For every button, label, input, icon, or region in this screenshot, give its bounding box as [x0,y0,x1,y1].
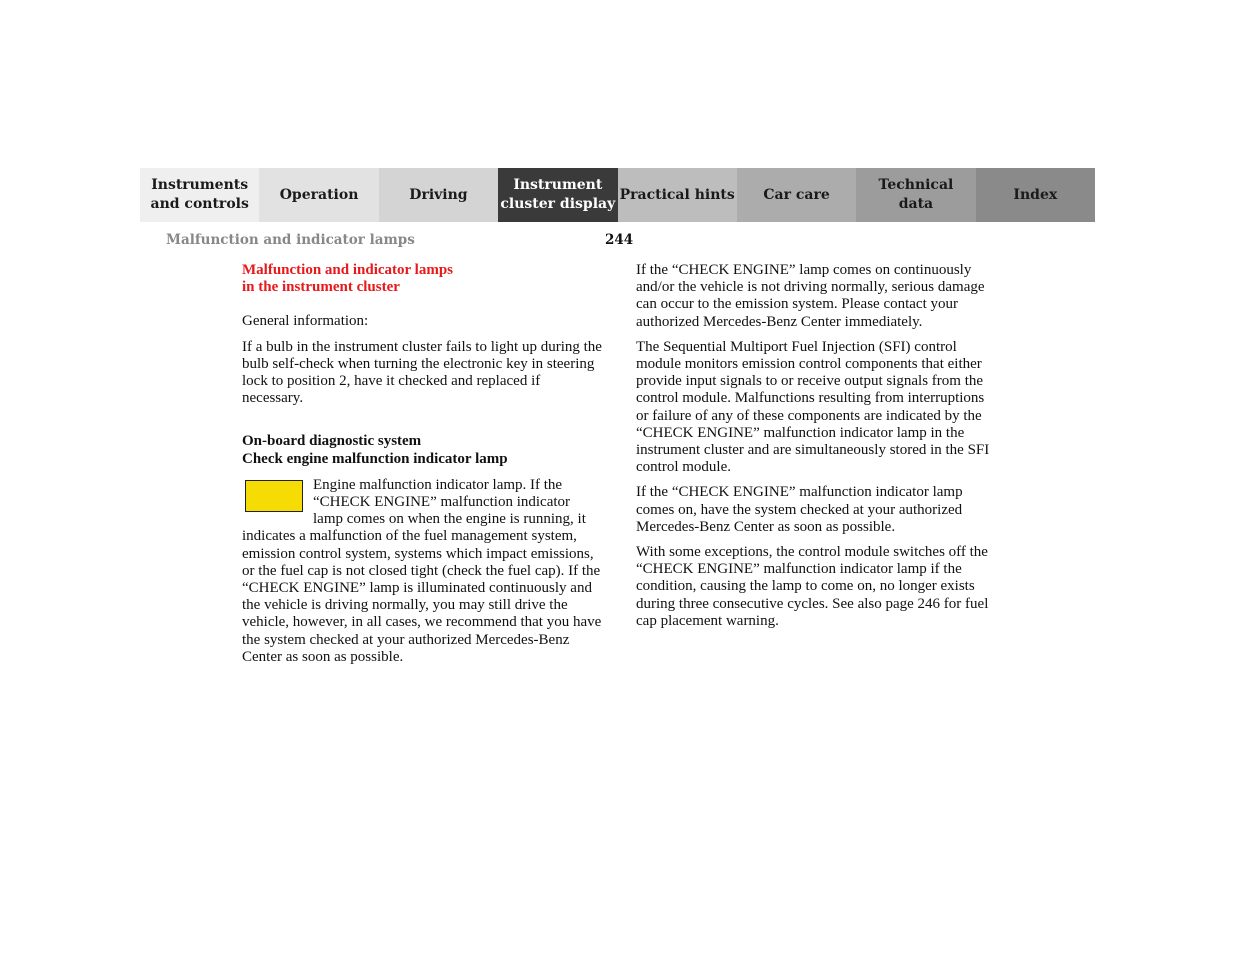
paragraph-have-checked: If the “CHECK ENGINE” malfunction indicator lamp comes on, have the system checked at your authorized Mercedes-Benz Center as soon as possible. [636,484,963,535]
obd-heading: On-board diagnostic system Check engine malfunction indicator lamp [242,433,508,467]
tab-operation[interactable]: Operation [259,168,378,222]
chapter-tabs [140,168,1095,222]
tab-practical-hints[interactable]: Practical hints [618,168,737,222]
bulb-check-paragraph: If a bulb in the instrument cluster fails to light up during the bulb self-check when turning the electronic key in steering lock to position 2, have it checked and replaced if necessary. [242,338,602,407]
tab-car-care[interactable]: Car care [737,168,856,222]
page-number: 244 [605,232,634,248]
lamp-block [242,477,602,666]
paragraph-exceptions: With some exceptions, the control module switches off the “CHECK ENGINE” malfunction indicator lamp if the condition, causing the lamp to come on, no longer exists during three consecutive cycles. See also page 246 for fuel cap placement warning. [636,544,989,629]
paragraph-continuous-lamp: If the “CHECK ENGINE” lamp comes on continuously and/or the vehicle is not driving normally, serious damage can occur to the emission system. Please contact your authorized Mercedes-Benz Center immediately. [636,262,985,330]
lamp-description: Engine malfunction indicator lamp. If the “CHECK ENGINE” malfunction indicator lamp comes on when the engine is running, it indicates a malfunction of the fuel management system, emission control system, systems which impact emissions, or the fuel cap is not closed tight (check the fuel cap). If the “CHECK ENGINE” lamp is illuminated continuously and the vehicle is driving normally, you may still drive the vehicle, however, in all cases, we recommend that you have the system checked at your authorized Mercedes-Benz Center as soon as possible. [242,476,602,665]
paragraph-sfi-module: The Sequential Multiport Fuel Injection (SFI) control module monitors emission control components that either provide input signals to or receive output signals from the control module. Malfunctions resulting from interruptions or failure of any of these components are indicated by the “CHECK ENGINE” malfunction indicator lamp in the instrument cluster and are simultaneously stored in the SFI control module. [636,338,990,476]
running-header: Malfunction and indicator lamps [166,232,415,248]
general-info-label: General information: [242,313,369,330]
left-column [242,262,602,666]
tab-index[interactable]: Index [976,168,1095,222]
section-title: Malfunction and indicator lamps in the instrument cluster [242,262,454,296]
tab-instrument-cluster-display[interactable]: Instrument cluster display [498,168,617,222]
tab-instruments-and-controls[interactable]: Instruments and controls [140,168,259,222]
tab-technical-data[interactable]: Technical data [856,168,975,222]
tab-driving[interactable]: Driving [379,168,498,222]
check-engine-lamp-icon [245,480,303,512]
right-column [636,262,996,630]
